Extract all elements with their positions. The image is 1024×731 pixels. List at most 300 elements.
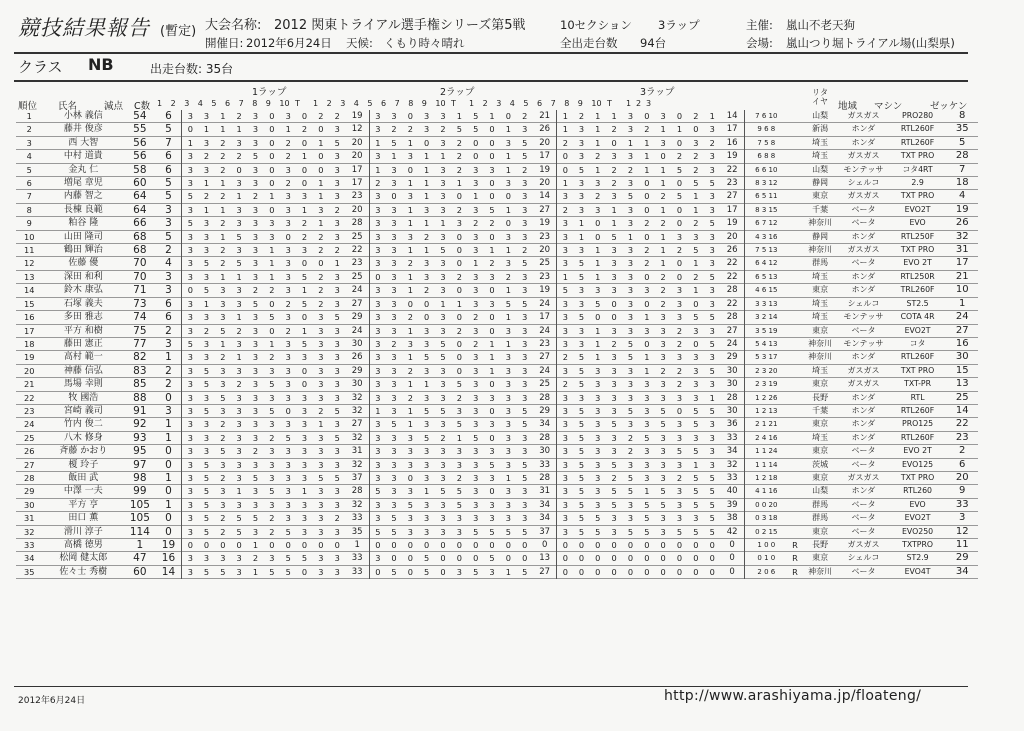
- section-score-cell: 3: [391, 459, 397, 470]
- section-score-cell: 1: [424, 151, 430, 162]
- section-score-cell: 3: [595, 379, 601, 390]
- section-score-cell: 2: [252, 285, 259, 296]
- zekken-cell: 7: [959, 163, 966, 175]
- section-score-cell: 3: [473, 513, 479, 524]
- section-score-cell: 5: [693, 178, 699, 189]
- section-score-cell: 3: [391, 446, 397, 457]
- section-score-cell: 2: [424, 231, 430, 242]
- rank-cell: 27: [24, 459, 35, 470]
- section-score-cell: 3: [369, 203, 385, 216]
- section-score-cell: 1: [595, 258, 601, 269]
- section-score-cell: 1: [595, 271, 601, 282]
- score-counts-cell: 9 6 8: [744, 123, 787, 136]
- section-score-cell: 3: [557, 337, 573, 350]
- section-score-cell: 3: [522, 365, 528, 376]
- section-score-cell: 0: [611, 540, 617, 550]
- section-score-cell: 3: [391, 204, 397, 215]
- area-cell: 茨城: [812, 459, 829, 469]
- section-score-cell: 3: [489, 446, 495, 457]
- rider-name-cell: 田口 薫: [68, 513, 99, 524]
- section-score-cell: 3: [440, 392, 446, 403]
- rider-name-cell: 深田 和利: [63, 271, 103, 282]
- lap-total-cell: 31: [351, 446, 363, 457]
- section-score-cell: 5: [182, 190, 198, 203]
- section-score-cell: 3: [391, 298, 397, 309]
- section-score-cell: 3: [440, 325, 446, 336]
- section-number-header: 1: [157, 99, 163, 108]
- rank-cell: 25: [24, 432, 35, 443]
- machine-make-cell: ホンダ: [851, 137, 876, 147]
- section-score-cell: 0: [676, 258, 683, 269]
- score-counts-cell: 5 4 13: [744, 337, 787, 350]
- score-counts-cell: 3 3 13: [744, 297, 787, 310]
- rank-cell: 9: [26, 218, 32, 229]
- section-score-cell: 5: [693, 526, 699, 537]
- section-score-cell: 3: [369, 297, 385, 310]
- score-counts-cell: 6 7 12: [744, 217, 787, 230]
- table-row: [16, 458, 978, 471]
- section-score-cell: 3: [301, 405, 308, 416]
- section-score-cell: 5: [522, 566, 528, 577]
- lap-total-cell: 28: [539, 432, 551, 443]
- section-score-cell: 3: [334, 178, 340, 189]
- section-score-cell: 0: [269, 204, 275, 215]
- section-score-cell: 5: [627, 486, 634, 497]
- section-score-cell: 1: [456, 298, 462, 309]
- section-score-cell: 1: [407, 204, 413, 215]
- section-score-cell: 3: [660, 392, 666, 403]
- score-counts-cell: 6 8 8: [744, 150, 787, 163]
- section-number-header: 9: [265, 99, 271, 108]
- score-counts-cell: 7 5 13: [744, 244, 787, 257]
- section-score-cell: 3: [557, 217, 573, 230]
- section-score-cell: 3: [557, 418, 573, 431]
- zekken-cell: 29: [955, 552, 969, 564]
- section-score-cell: 3: [693, 325, 699, 336]
- section-score-cell: 3: [236, 499, 242, 510]
- section-score-cell: 2: [473, 218, 479, 229]
- section-score-cell: 5: [578, 486, 585, 497]
- section-score-cell: 2: [252, 191, 259, 202]
- section-score-cell: 5: [473, 432, 479, 443]
- section-score-cell: 3: [220, 486, 226, 497]
- section-number-header: 3: [340, 99, 346, 108]
- section-score-cell: 0: [269, 178, 275, 189]
- section-score-cell: 1: [391, 151, 397, 162]
- section-score-cell: 0: [440, 566, 446, 577]
- clean-count-cell: 6: [165, 150, 172, 163]
- section-score-cell: 3: [285, 191, 291, 202]
- section-score-cell: 5: [676, 191, 683, 202]
- section-score-cell: 3: [644, 472, 650, 483]
- section-score-cell: 1: [627, 137, 634, 148]
- machine-make-cell: ホンダ: [851, 419, 876, 429]
- section-score-cell: 3: [220, 312, 226, 323]
- section-score-cell: 3: [473, 271, 479, 282]
- results-body: [16, 110, 978, 579]
- machine-make-cell: ベータ: [851, 204, 876, 214]
- section-score-cell: 0: [269, 124, 275, 135]
- section-score-cell: 3: [318, 553, 324, 564]
- lap-total-cell: 30: [351, 379, 363, 390]
- section-score-cell: 3: [505, 486, 511, 497]
- section-score-cell: 3: [369, 230, 385, 243]
- section-score-cell: 0: [473, 151, 479, 162]
- section-score-cell: 5: [709, 526, 715, 537]
- section-score-cell: 3: [369, 311, 385, 324]
- sections-count: 10セクション: [560, 18, 632, 32]
- section-score-cell: 5: [522, 526, 528, 537]
- section-score-cell: 3: [203, 164, 210, 175]
- machine-make-cell: ガスガス: [847, 245, 880, 255]
- section-score-cell: 5: [203, 459, 210, 470]
- zekken-cell: 13: [955, 378, 969, 390]
- section-score-cell: 3: [391, 325, 397, 336]
- rank-cell: 31: [24, 513, 35, 524]
- section-score-cell: 0: [557, 150, 573, 163]
- machine-model-cell: EVO2T: [904, 204, 931, 214]
- section-score-cell: 3: [489, 566, 495, 577]
- machine-make-cell: ホンダ: [851, 432, 876, 442]
- section-score-cell: 3: [489, 298, 495, 309]
- section-score-cell: 5: [522, 137, 528, 148]
- section-score-cell: 5: [407, 499, 413, 510]
- section-score-cell: 3: [369, 364, 385, 377]
- points-cell: 56: [133, 150, 147, 163]
- section-score-cell: 2: [456, 392, 462, 403]
- score-counts-cell: 2 1 21: [744, 418, 787, 431]
- section-score-cell: 0: [489, 137, 495, 148]
- section-score-cell: 3: [627, 178, 634, 189]
- footer-date: 2012年6月24日: [18, 696, 86, 706]
- machine-make-cell: ホンダ: [851, 486, 876, 496]
- section-score-cell: 3: [505, 419, 511, 430]
- section-score-cell: 3: [676, 486, 683, 497]
- section-score-cell: 0: [407, 566, 413, 577]
- section-score-cell: 3: [522, 392, 528, 403]
- section-score-cell: 2: [557, 136, 573, 149]
- section-score-cell: 3: [285, 499, 291, 510]
- score-counts-cell: 5 3 17: [744, 351, 787, 364]
- section-score-cell: 5: [505, 526, 511, 537]
- section-number-header: 7: [238, 99, 244, 108]
- zekken-cell: 30: [955, 351, 969, 363]
- section-score-cell: 3: [522, 285, 528, 296]
- section-score-cell: 0: [660, 540, 666, 550]
- clean-count-cell: 3: [165, 284, 172, 297]
- section-score-cell: 3: [644, 446, 650, 457]
- section-score-cell: 0: [407, 164, 413, 175]
- lap-total-cell: 30: [351, 338, 363, 349]
- section-score-cell: 3: [301, 446, 308, 457]
- section-score-cell: 3: [456, 459, 462, 470]
- lap-total-cell: 17: [539, 312, 551, 323]
- lap-total-cell: 32: [351, 432, 363, 443]
- section-score-cell: 1: [489, 365, 495, 376]
- section-score-cell: 3: [709, 151, 715, 162]
- section-score-cell: 3: [182, 351, 198, 364]
- section-score-cell: 3: [595, 419, 601, 430]
- section-score-cell: 2: [627, 432, 634, 443]
- section-score-cell: 2: [369, 177, 385, 190]
- section-score-cell: 0: [369, 565, 385, 578]
- section-score-cell: 3: [522, 513, 528, 524]
- section-score-cell: 3: [203, 231, 210, 242]
- rank-cell: 22: [24, 392, 35, 403]
- rider-name-cell: 西 大智: [68, 137, 99, 148]
- laps-count: 3ラップ: [658, 18, 700, 32]
- rider-name-cell: 斉藤 かおり: [59, 446, 108, 457]
- points-cell: 88: [133, 391, 147, 404]
- retire-cell: [788, 257, 802, 270]
- section-score-cell: 2: [676, 245, 683, 256]
- section-score-cell: 1: [424, 245, 430, 256]
- machine-model-cell: TXT PRO: [900, 472, 935, 482]
- section-score-cell: 1: [301, 325, 308, 336]
- clean-header: C数: [134, 101, 151, 112]
- section-score-cell: 3: [709, 459, 715, 470]
- section-score-cell: 5: [693, 446, 699, 457]
- section-score-cell: 1: [693, 285, 699, 296]
- section-score-cell: 3: [334, 218, 340, 229]
- machine-model-cell: ST2.5: [906, 298, 929, 308]
- section-score-cell: 3: [236, 137, 242, 148]
- section-score-cell: 2: [473, 338, 479, 349]
- section-score-cell: 3: [627, 499, 634, 510]
- section-score-cell: 3: [369, 458, 385, 471]
- section-score-cell: 3: [391, 405, 397, 416]
- machine-model-cell: RTL260: [903, 486, 932, 496]
- section-score-cell: 5: [440, 486, 446, 497]
- machine-make-cell: ガスガス: [847, 379, 880, 389]
- section-score-cell: 5: [236, 258, 242, 269]
- section-score-cell: 3: [369, 471, 385, 484]
- machine-make-cell: ベータ: [851, 459, 876, 469]
- section-score-cell: 3: [285, 392, 291, 403]
- footer-url[interactable]: http://www.arashiyama.jp/floateng/: [664, 688, 922, 704]
- section-score-cell: 5: [236, 513, 242, 524]
- section-score-cell: 3: [318, 513, 324, 524]
- section-score-cell: 5: [285, 526, 291, 537]
- section-score-cell: 1: [440, 298, 446, 309]
- section-score-cell: 1: [318, 137, 324, 148]
- score-counts-cell: 0 3 18: [744, 512, 787, 525]
- lap-total-header: T: [607, 99, 612, 108]
- section-score-cell: 5: [424, 566, 430, 577]
- section-score-cell: 2: [220, 164, 226, 175]
- section-score-cell: 0: [489, 285, 495, 296]
- section-score-cell: 0: [301, 365, 308, 376]
- section-score-cell: 3: [269, 365, 275, 376]
- section-score-cell: 2: [557, 351, 573, 364]
- section-score-cell: 3: [285, 446, 291, 457]
- area-cell: 埼玉: [812, 365, 829, 375]
- machine-model-cell: EVO250: [902, 526, 934, 536]
- header-divider: [14, 52, 968, 54]
- section-score-cell: 5: [456, 419, 462, 430]
- machine-make-cell: モンテッサ: [843, 164, 884, 174]
- lap-total-cell: 24: [539, 365, 551, 376]
- section-score-cell: 1: [369, 136, 385, 149]
- section-score-cell: 1: [236, 271, 242, 282]
- area-cell: 埼玉: [812, 151, 829, 161]
- section-number-header: 2: [170, 99, 176, 108]
- section-score-cell: 0: [522, 540, 528, 550]
- score-counts-cell: 2 3 20: [744, 364, 787, 377]
- section-score-cell: 0: [318, 124, 324, 135]
- clean-count-cell: 3: [165, 337, 172, 350]
- score-counts-cell: 1 1 14: [744, 458, 787, 471]
- section-score-cell: 1: [269, 271, 275, 282]
- class-entrants: 出走台数: 35台: [150, 62, 234, 76]
- retire-cell: R: [792, 553, 798, 564]
- table-row: [16, 552, 978, 565]
- section-score-cell: 3: [203, 245, 210, 256]
- section-score-cell: 3: [424, 472, 430, 483]
- section-score-cell: 3: [557, 297, 573, 310]
- section-score-cell: 3: [301, 245, 308, 256]
- section-score-cell: 3: [611, 271, 617, 282]
- section-score-cell: 2: [203, 191, 210, 202]
- machine-model-cell: PRO280: [902, 111, 934, 120]
- section-score-cell: 1: [269, 245, 275, 256]
- count-header: 3: [646, 99, 652, 108]
- section-score-cell: 3: [611, 365, 617, 376]
- footer-divider: [14, 686, 968, 687]
- lap-total-cell: 23: [351, 191, 363, 202]
- lap-total-cell: 25: [539, 258, 551, 269]
- table-row: [16, 217, 978, 230]
- section-score-cell: 2: [660, 285, 666, 296]
- section-score-cell: 3: [676, 231, 683, 242]
- rank-cell: 33: [24, 540, 35, 550]
- section-score-cell: 5: [709, 499, 715, 510]
- lap-total-cell: 29: [351, 312, 363, 323]
- area-cell: 東京: [812, 446, 829, 456]
- zekken-cell: 22: [955, 418, 969, 430]
- points-cell: 97: [133, 458, 147, 471]
- clean-count-cell: 1: [165, 418, 172, 431]
- section-score-cell: 1: [407, 137, 413, 148]
- zekken-cell: 1: [959, 297, 966, 309]
- section-score-cell: 3: [407, 151, 413, 162]
- section-score-cell: 2: [252, 446, 259, 457]
- section-score-cell: 5: [693, 245, 699, 256]
- rider-name-cell: 佐々士 秀樹: [59, 566, 108, 577]
- retire-cell: R: [792, 540, 798, 550]
- section-score-cell: 3: [660, 325, 666, 336]
- section-score-cell: 2: [301, 124, 308, 135]
- section-score-cell: 0: [285, 405, 291, 416]
- retire-cell: [788, 136, 802, 149]
- section-score-cell: 5: [203, 258, 210, 269]
- section-score-cell: 3: [369, 110, 385, 123]
- section-score-cell: 3: [660, 513, 666, 524]
- section-number-header: 1: [313, 99, 319, 108]
- points-cell: 68: [133, 230, 147, 243]
- lap-total-cell: 33: [726, 432, 738, 443]
- section-score-cell: 3: [505, 258, 511, 269]
- lap-total-cell: 40: [726, 486, 738, 497]
- section-score-cell: 0: [489, 432, 495, 443]
- section-score-cell: 1: [595, 124, 601, 135]
- retire-cell: [788, 230, 802, 243]
- table-row: [16, 404, 978, 417]
- section-score-cell: 5: [334, 137, 340, 148]
- machine-make-cell: ホンダ: [851, 124, 876, 134]
- section-score-cell: 3: [693, 432, 699, 443]
- section-score-cell: 3: [252, 218, 259, 229]
- section-score-cell: 3: [407, 231, 413, 242]
- section-score-cell: 2: [220, 419, 226, 430]
- section-score-cell: 3: [269, 472, 275, 483]
- class-value: NB: [88, 55, 114, 74]
- section-score-cell: 5: [252, 513, 259, 524]
- section-score-cell: 5: [644, 432, 650, 443]
- section-score-cell: 1: [505, 204, 511, 215]
- section-score-cell: 0: [391, 191, 397, 202]
- section-score-cell: 3: [709, 258, 715, 269]
- points-cell: 70: [133, 257, 147, 270]
- section-score-cell: 3: [709, 432, 715, 443]
- section-score-cell: 5: [578, 271, 585, 282]
- machine-model-cell: コタ: [909, 338, 926, 348]
- section-score-cell: 5: [611, 459, 617, 470]
- section-score-cell: 3: [522, 432, 528, 443]
- section-score-cell: 3: [595, 405, 601, 416]
- area-cell: 神奈川: [808, 352, 833, 362]
- section-score-cell: 5: [269, 486, 275, 497]
- section-score-cell: 1: [407, 325, 413, 336]
- section-score-cell: 0: [595, 312, 601, 323]
- section-score-cell: 3: [440, 499, 446, 510]
- section-score-cell: 5: [473, 111, 479, 121]
- section-score-cell: 5: [236, 231, 242, 242]
- table-row: [16, 163, 978, 176]
- section-score-cell: 3: [252, 352, 259, 363]
- section-score-cell: 1: [269, 258, 275, 269]
- machine-make-cell: ガスガス: [847, 472, 880, 482]
- section-score-cell: 3: [391, 218, 397, 229]
- section-score-cell: 5: [489, 204, 495, 215]
- weather-label: 天候:: [346, 36, 373, 50]
- machine-make-cell: ガスガス: [847, 540, 880, 549]
- zekken-cell: 8: [959, 110, 966, 121]
- section-score-cell: 3: [424, 513, 430, 524]
- section-score-cell: 1: [660, 124, 666, 135]
- section-score-cell: 5: [595, 298, 601, 309]
- section-score-cell: 1: [644, 137, 650, 148]
- section-score-cell: 0: [301, 566, 308, 577]
- section-score-cell: 3: [182, 404, 198, 417]
- section-score-cell: 3: [473, 379, 479, 390]
- section-score-cell: 5: [440, 338, 446, 349]
- section-score-cell: 5: [676, 446, 683, 457]
- machine-model-cell: TXT PRO: [900, 245, 935, 255]
- section-score-cell: 3: [676, 285, 683, 296]
- table-row: [16, 244, 978, 257]
- section-score-cell: 0: [595, 553, 601, 564]
- section-score-cell: 3: [182, 244, 198, 257]
- table-row: [16, 445, 978, 458]
- section-score-cell: 3: [182, 364, 198, 377]
- lap-total-cell: 27: [351, 419, 363, 430]
- points-cell: 73: [133, 297, 147, 310]
- section-score-cell: 3: [269, 392, 275, 403]
- section-score-cell: 3: [182, 431, 198, 444]
- area-cell: 埼玉: [812, 298, 829, 308]
- section-score-cell: 3: [391, 432, 397, 443]
